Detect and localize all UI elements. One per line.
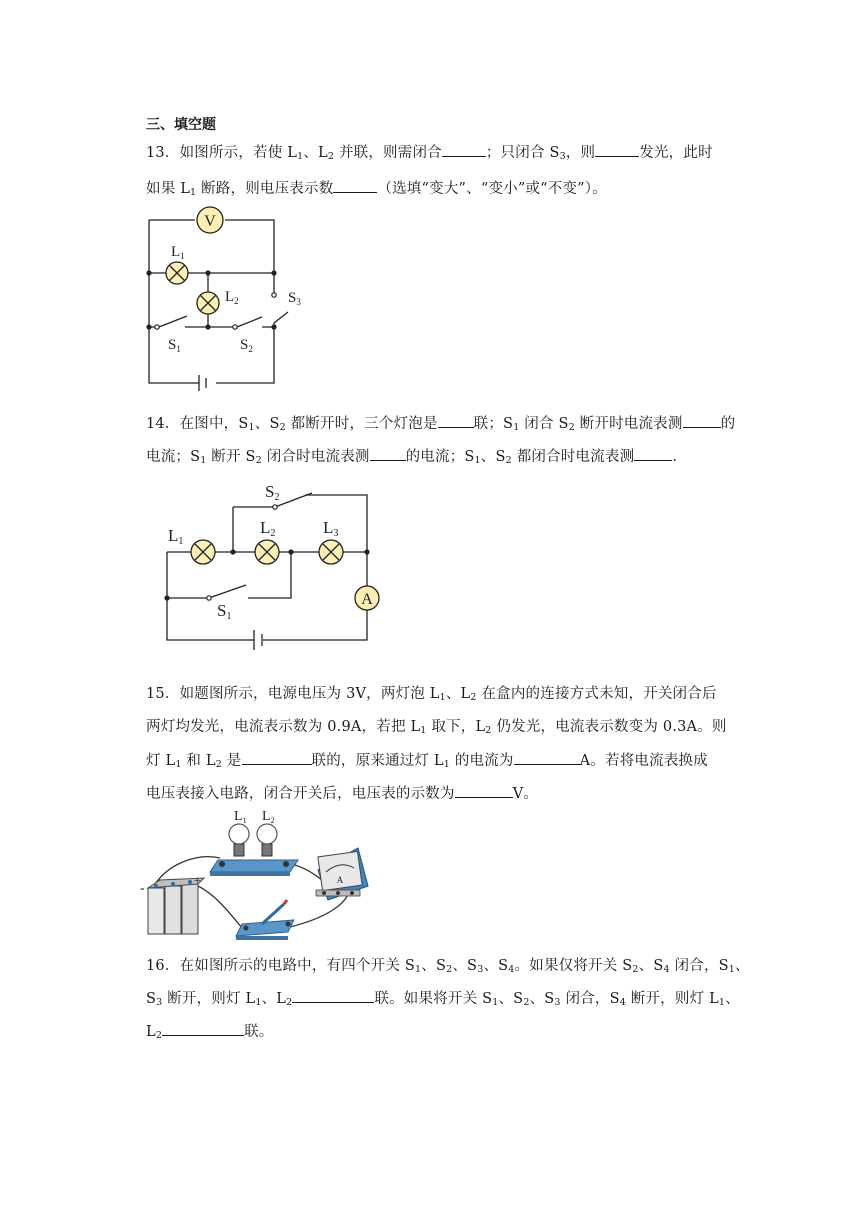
ammeter-icon (355, 586, 379, 610)
answer-blank[interactable] (333, 180, 377, 193)
q16-number: 16． (146, 958, 180, 974)
svg-text:+: + (194, 873, 201, 887)
voltmeter-icon (197, 207, 223, 233)
svg-text:S1: $S_1$ (168, 337, 181, 354)
answer-blank[interactable] (242, 752, 312, 765)
svg-text:S2: S2 (265, 482, 280, 503)
q15-line-3: 灯 $L_1$ 和 $L_2$ 是 联的，原来通过灯 $L_1$ 的电流为 A。若将电流表换成 (146, 753, 708, 770)
svg-text:S2: $S_2$ (240, 337, 253, 354)
svg-text:L2: $L_2$ (262, 809, 275, 825)
answer-blank[interactable] (455, 785, 513, 798)
ammeter-device-icon (316, 848, 368, 900)
svg-text:L1: $L_1$ (234, 809, 247, 825)
svg-text:L1: $L_1$ (171, 244, 185, 261)
q15-line-1: 15．如题图所示，电源电压为 3V，两灯泡 $L_1$、$L_2$ 在盒内的连接方式未知，开关闭合后 (146, 686, 717, 703)
svg-text:S1: S1 (217, 601, 232, 622)
q16-line-1: 16．在如图所示的电路中，有四个开关 $S_1$、$S_2$、$S_3$、$S_4$。如果仅将开关 $S_2$、$S_4$ 闭合，$S_1$、 (146, 958, 750, 975)
answer-blank[interactable] (442, 144, 486, 157)
q16-line-2: $S_3$ 断开，则灯 $L_1$、$L_2$ 联。如果将开关 $S_1$、$S_2$、$S_3$ 闭合，$S_4$ 断开，则灯 $L_1$、 (146, 991, 740, 1008)
q13-line-1: 13．如图所示，若使 $L_1$、$L_2$ 并联，则需闭合 ；只闭合 $S_3$，则 发光，此时 (146, 145, 713, 162)
q13-number: 13． (146, 145, 180, 161)
svg-text:-: - (140, 881, 145, 896)
q14-line-2: 电流；$S_1$ 断开 $S_2$ 闭合时电流表测 的电流；$S_1$、$S_2$ 都闭合时电流表测 . (146, 449, 678, 466)
svg-text:A: A (336, 875, 344, 885)
answer-blank[interactable] (634, 448, 672, 461)
q13-line-2: 如果 $L_1$ 断路，则电压表示数 （选填“变大”、“变小”或“不变”）。 (146, 181, 607, 198)
svg-text:L3: L3 (323, 518, 339, 539)
q15-number: 15． (146, 686, 180, 702)
answer-blank[interactable] (370, 448, 406, 461)
lamp-board-icon (210, 824, 298, 876)
q15-line-4: 电压表接入电路，闭合开关后，电压表的示数为 V。 (146, 786, 539, 802)
answer-blank[interactable] (162, 1023, 244, 1036)
switch-icon (236, 900, 294, 940)
answer-blank[interactable] (438, 415, 474, 428)
lamp-l1-icon (191, 540, 215, 564)
svg-text:L2: L2 (260, 518, 276, 539)
q14-number: 14． (146, 416, 180, 432)
answer-blank[interactable] (514, 752, 580, 765)
q16-line-3: $L_2$ 联。 (146, 1024, 274, 1041)
q13-circuit-figure (140, 200, 310, 399)
section-heading: 三、填空题 (146, 117, 216, 133)
svg-text:S3: $S_3$ (288, 290, 301, 307)
svg-text:A: A (361, 591, 373, 608)
answer-blank[interactable] (595, 144, 639, 157)
q14-circuit-figure (160, 478, 390, 664)
svg-text:V: V (204, 213, 216, 230)
lamp-l1-icon (166, 262, 188, 284)
answer-blank[interactable] (683, 415, 721, 428)
svg-text:L2: $L_2$ (225, 289, 239, 306)
lamp-l2-icon (197, 292, 219, 314)
q15-apparatus-figure (138, 808, 378, 948)
answer-blank[interactable] (292, 990, 374, 1003)
q15-line-2: 两灯均发光，电流表示数为 0.9A，若把 $L_1$ 取下，$L_2$ 仍发光，电流表示数变为 0.3A。则 (146, 719, 727, 736)
svg-text:L1: L1 (168, 526, 184, 547)
lamp-l2-icon (255, 540, 279, 564)
q14-line-1: 14．在图中，$S_1$、$S_2$ 都断开时，三个灯泡是 联；$S_1$ 闭合 $S_2$ 断开时电流表测 的 (146, 416, 736, 433)
lamp-l3-icon (319, 540, 343, 564)
